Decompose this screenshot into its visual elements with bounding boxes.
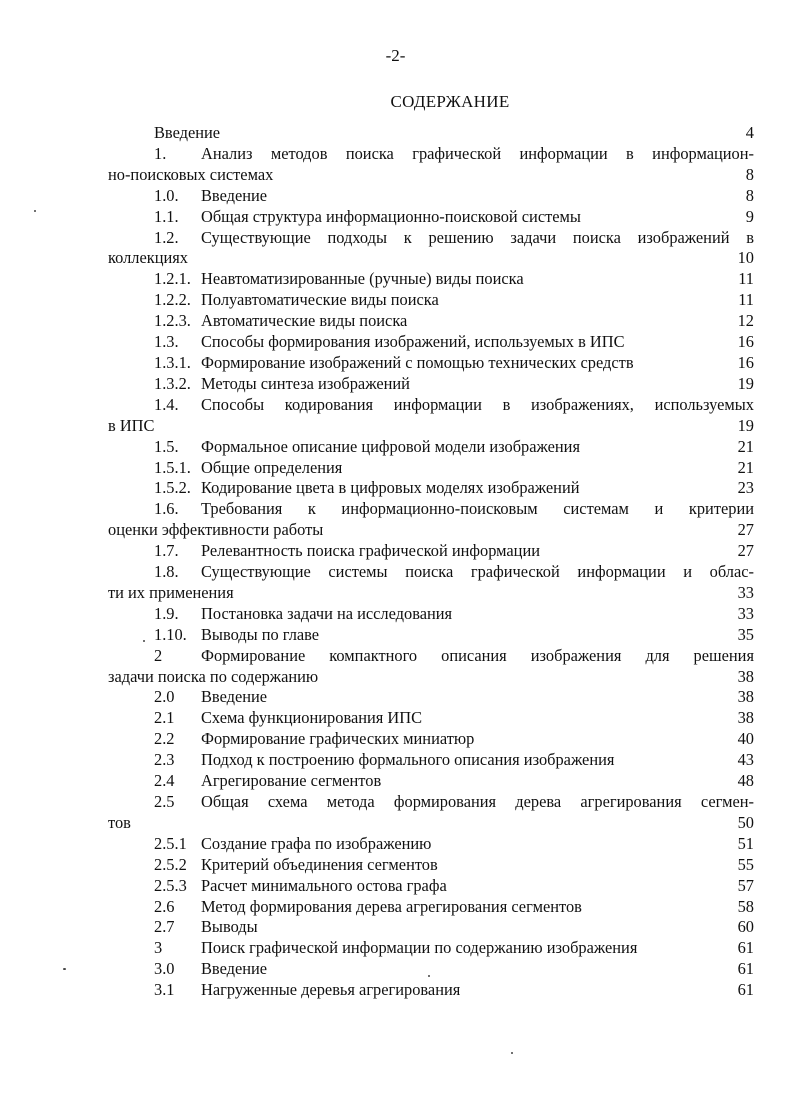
toc-entry-page: 60	[737, 917, 754, 937]
toc-entry	[108, 562, 754, 604]
toc-entry	[108, 374, 754, 395]
toc-entry	[108, 938, 754, 959]
toc-entry-number: 1.8.	[154, 562, 179, 582]
toc-entry-number: 1.10.	[154, 624, 187, 644]
toc-entry-number: 1.2.2.	[154, 290, 191, 310]
toc-entry-number: 1.3.	[154, 332, 179, 352]
toc-entry-page: 35	[737, 624, 754, 644]
toc-entry-page: 8	[745, 164, 754, 184]
toc-entry-page: 12	[737, 311, 754, 331]
toc-entry	[108, 123, 754, 144]
toc-entry	[108, 917, 754, 938]
toc-entry-title: Расчет минимального остова графа	[201, 875, 447, 895]
table-of-contents	[108, 123, 754, 1001]
toc-entry-title: Введение	[201, 687, 268, 707]
toc-entry-page: 21	[737, 457, 754, 477]
toc-entry-title: Метод формирования дерева агрегирования сегментов	[201, 896, 582, 916]
toc-entry	[108, 855, 754, 876]
toc-entry-page: 61	[737, 959, 754, 979]
toc-entry-title: Схема функционирования ИПС	[201, 708, 423, 728]
toc-entry-title-continuation: но-поисковых системах	[108, 164, 274, 184]
toc-entry-title: Агрегирование сегментов	[201, 771, 382, 791]
toc-entry-number: 1.2.3.	[154, 311, 191, 331]
toc-entry-title: Введение	[201, 959, 268, 979]
toc-entry	[108, 395, 754, 437]
toc-entry-title: Способы формирования изображений, используемых в ИПС	[201, 332, 625, 352]
toc-entry	[108, 269, 754, 290]
toc-entry-number: 1.0.	[154, 185, 179, 205]
toc-entry-page: 38	[737, 687, 754, 707]
toc-entry	[108, 228, 754, 270]
toc-entry-title: Методы синтеза изображений	[201, 373, 410, 393]
toc-entry	[108, 186, 754, 207]
toc-entry-title: Анализ методов поиска графической информации в информацион-	[201, 143, 754, 163]
toc-entry-number: 1.4.	[154, 394, 179, 414]
toc-entry	[108, 959, 754, 980]
toc-entry	[108, 708, 754, 729]
toc-entry-number: 1.	[154, 143, 167, 163]
toc-entry-title: Введение	[154, 123, 221, 142]
toc-entry-number: 1.7.	[154, 541, 179, 561]
toc-entry	[108, 876, 754, 897]
toc-entry-page: 50	[737, 812, 754, 832]
toc-entry-page: 51	[737, 833, 754, 853]
toc-entry-number: 1.2.1.	[154, 269, 191, 289]
toc-entry-page: 8	[745, 185, 754, 205]
toc-entry-number: 1.5.	[154, 436, 179, 456]
toc-entry-page: 40	[737, 729, 754, 749]
toc-entry-number: 1.2.	[154, 227, 179, 247]
toc-entry-title: Существующие подходы к решению задачи поиска изображений в	[201, 227, 754, 247]
toc-entry-title-continuation: задачи поиска по содержанию	[108, 666, 319, 686]
toc-entry-title: Подход к построению формального описания изображения	[201, 750, 615, 770]
scan-speck	[428, 975, 430, 977]
scan-speck	[63, 968, 66, 970]
toc-entry-number: 3	[154, 938, 163, 958]
toc-entry-page: 10	[737, 248, 754, 268]
toc-entry-number: 1.1.	[154, 206, 179, 226]
toc-entry-page: 55	[737, 854, 754, 874]
toc-entry-page: 19	[737, 415, 754, 435]
toc-entry-number: 2.4	[154, 771, 175, 791]
toc-entry-number: 1.5.2.	[154, 478, 191, 498]
toc-entry	[108, 834, 754, 855]
toc-entry-number: 2.5.3	[154, 875, 187, 895]
toc-entry-title: Общие определения	[201, 457, 343, 477]
toc-entry-title: Автоматические виды поиска	[201, 311, 408, 331]
toc-entry	[108, 750, 754, 771]
toc-entry-title: Критерий объединения сегментов	[201, 854, 438, 874]
toc-entry	[108, 458, 754, 479]
toc-entry	[108, 897, 754, 918]
toc-entry-number: 2.1	[154, 708, 175, 728]
toc-entry-page: 9	[745, 206, 754, 226]
toc-entry-title: Кодирование цвета в цифровых моделях изображений	[201, 478, 580, 498]
toc-entry-number: 2.3	[154, 750, 175, 770]
toc-entry	[108, 144, 754, 186]
page-number: -2-	[385, 46, 406, 65]
toc-entry-page: 19	[737, 373, 754, 393]
toc-entry-number: 1.9.	[154, 603, 179, 623]
toc-entry-title: Релевантность поиска графической информации	[201, 541, 540, 561]
toc-entry-number: 1.3.2.	[154, 373, 191, 393]
toc-entry	[108, 729, 754, 750]
toc-entry-title: Требования к информационно-поисковым системам и критерии	[201, 499, 754, 519]
toc-entry-page: 61	[737, 938, 754, 958]
toc-entry-number: 3.0	[154, 959, 175, 979]
toc-entry-title-continuation: в ИПС	[108, 415, 155, 435]
toc-entry-title: Выводы по главе	[201, 624, 320, 644]
toc-entry-page: 4	[745, 123, 754, 142]
toc-entry-page: 61	[737, 980, 754, 1000]
toc-entry-title: Введение	[201, 185, 268, 205]
toc-entry-title: Формирование графических миниатюр	[201, 729, 475, 749]
toc-entry-title: Формирование компактного описания изображения для решения	[201, 645, 754, 665]
toc-entry	[108, 980, 754, 1001]
toc-entry-page: 43	[737, 750, 754, 770]
toc-entry-page: 48	[737, 771, 754, 791]
toc-entry-title: Выводы	[201, 917, 258, 937]
toc-entry-title: Способы кодирования информации в изображениях, используемых	[201, 394, 754, 414]
toc-entry	[108, 625, 754, 646]
toc-entry-title: Общая схема метода формирования дерева агрегирования сегмен-	[201, 792, 754, 811]
toc-entry-number: 2.7	[154, 917, 175, 937]
toc-entry-page: 38	[737, 708, 754, 728]
toc-entry-title: Поиск графической информации по содержанию изображения	[201, 938, 638, 958]
toc-entry-page: 27	[737, 520, 754, 540]
toc-entry-title-continuation: тов	[108, 812, 131, 832]
toc-entry-title-continuation: оценки эффективности работы	[108, 520, 324, 540]
toc-entry-title: Существующие системы поиска графической информации и облас-	[201, 562, 754, 582]
toc-entry-number: 2.5	[154, 792, 175, 811]
toc-entry-title: Общая структура информационно-поисковой системы	[201, 206, 581, 226]
toc-entry	[108, 604, 754, 625]
toc-entry-number: 1.6.	[154, 499, 179, 519]
toc-entry	[108, 792, 754, 834]
toc-entry-page: 16	[737, 352, 754, 372]
toc-entry-title: Формальное описание цифровой модели изображения	[201, 436, 580, 456]
toc-entry	[108, 290, 754, 311]
toc-entry-page: 21	[737, 436, 754, 456]
toc-entry	[108, 646, 754, 688]
toc-entry-title-continuation: ти их применения	[108, 582, 234, 602]
toc-entry	[108, 499, 754, 541]
toc-entry-page: 33	[737, 582, 754, 602]
scan-speck	[143, 640, 145, 642]
toc-entry-page: 11	[738, 269, 754, 289]
toc-entry-page: 58	[737, 896, 754, 916]
toc-entry-page: 23	[737, 478, 754, 498]
toc-entry	[108, 478, 754, 499]
toc-entry-number: 2.6	[154, 896, 175, 916]
toc-entry-title: Неавтоматизированные (ручные) виды поиска	[201, 269, 524, 289]
toc-entry	[108, 437, 754, 458]
toc-entry-page: 27	[737, 541, 754, 561]
toc-entry-page: 11	[738, 290, 754, 310]
toc-entry-number: 2.5.2	[154, 854, 187, 874]
toc-entry-title: Создание графа по изображению	[201, 833, 432, 853]
toc-entry-number: 2	[154, 645, 163, 665]
toc-entry-title: Нагруженные деревья агрегирования	[201, 980, 461, 1000]
toc-entry-title: Постановка задачи на исследования	[201, 603, 453, 623]
toc-entry-page: 16	[737, 332, 754, 352]
toc-entry	[108, 311, 754, 332]
page-title: СОДЕРЖАНИЕ	[390, 92, 510, 111]
scan-speck	[34, 210, 36, 212]
toc-entry	[108, 771, 754, 792]
toc-entry-number: 2.0	[154, 687, 175, 707]
toc-entry-title: Формирование изображений с помощью технических средств	[201, 352, 634, 372]
toc-entry	[108, 207, 754, 228]
toc-entry-page: 33	[737, 603, 754, 623]
toc-entry-page: 38	[737, 666, 754, 686]
toc-entry-title-continuation: коллекциях	[108, 248, 188, 268]
toc-entry	[108, 332, 754, 353]
toc-entry-page: 57	[737, 875, 754, 895]
toc-entry-number: 2.2	[154, 729, 175, 749]
scan-speck	[511, 1052, 513, 1054]
toc-entry	[108, 687, 754, 708]
toc-entry-number: 1.5.1.	[154, 457, 191, 477]
toc-entry-number: 3.1	[154, 980, 175, 1000]
toc-entry-number: 1.3.1.	[154, 352, 191, 372]
toc-entry-title: Полуавтоматические виды поиска	[201, 290, 439, 310]
toc-entry	[108, 353, 754, 374]
toc-entry	[108, 541, 754, 562]
toc-entry-number: 2.5.1	[154, 833, 187, 853]
